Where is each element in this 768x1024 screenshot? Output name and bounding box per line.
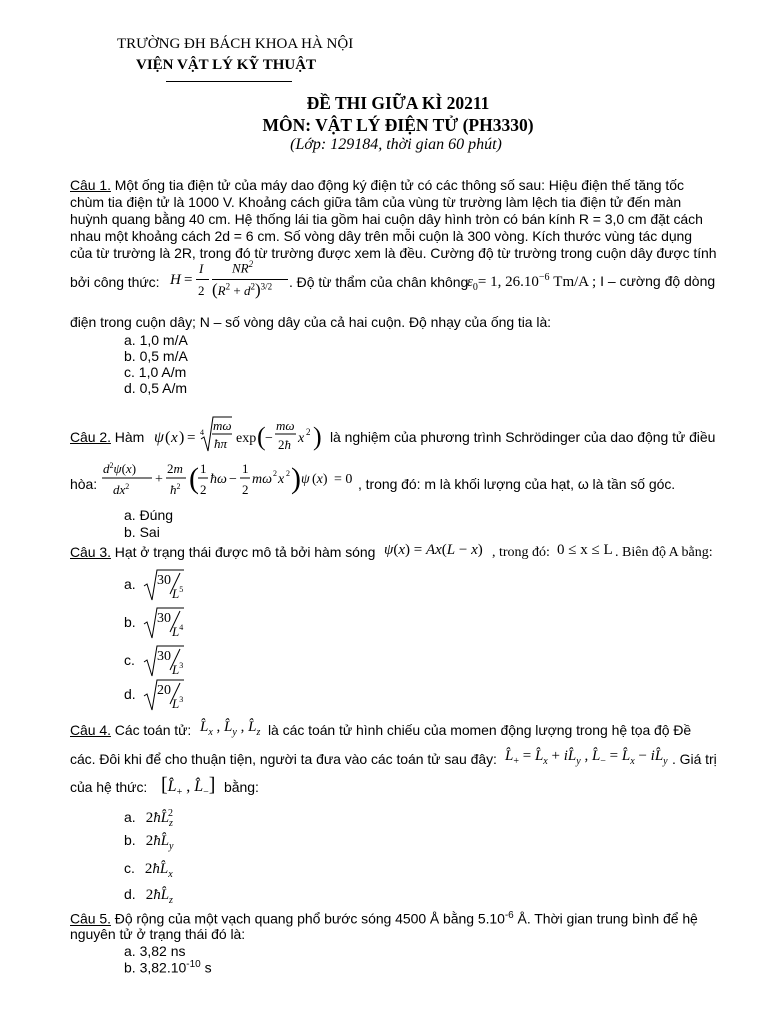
q1-line-1: Câu 1. Một ống tia điện tử của máy dao động ký điện tử có các thông số sau: Hiệu điện thế tăng tốc	[70, 177, 684, 193]
q3-option-numerator: 30	[157, 649, 171, 664]
svg-text:(: (	[189, 462, 199, 495]
q1-option-a: a. 1,0 m/A	[124, 332, 188, 348]
q3-trong-do: , trong đó:	[492, 545, 550, 560]
q4-line-3: của hệ thức:	[70, 779, 148, 795]
exam-info: (Lớp: 129184, thời gian 60 phút)	[290, 136, 502, 153]
q4-option-d: d. $2ħL̂_z$	[124, 886, 173, 906]
svg-text:2m: 2m	[167, 461, 183, 476]
svg-text:2: 2	[273, 469, 277, 478]
svg-text:4: 4	[200, 428, 204, 437]
q3-option-numerator: 30	[157, 573, 171, 588]
svg-text:−: −	[229, 472, 237, 487]
svg-text:): )	[313, 422, 322, 451]
svg-text:1: 1	[242, 461, 249, 476]
q4-line-2-tail: . Giá trị	[672, 751, 717, 767]
q1-last-line: điện trong cuộn dây; N – số vòng dây của cả hai cuộn. Độ nhạy của ống tia là:	[70, 314, 552, 330]
q2-line-1-tail: là nghiệm của phương trình Schrödinger của dao động tử điều	[330, 429, 716, 445]
q4-line-2: các. Đôi khi để cho thuận tiện, người ta đưa vào các toán tử sau đây:	[70, 751, 497, 767]
svg-text:2: 2	[242, 482, 249, 497]
q4-line-1: Câu 4. Các toán tử:	[70, 722, 192, 738]
svg-text:1: 1	[200, 461, 207, 476]
q5-label: Câu 5.	[70, 910, 111, 927]
svg-text:2: 2	[286, 469, 290, 478]
q4-operators-xyz: $L̂_x$ , $L̂_y$ , $L̂_z$	[200, 719, 261, 738]
university-name: TRƯỜNG ĐH BÁCH KHOA HÀ NỘI	[117, 36, 354, 52]
svg-text:ħπ: ħπ	[214, 436, 228, 451]
q5-option-b: b. $3,82.10^{-10}$ s	[124, 959, 212, 976]
svg-text:2ħ: 2ħ	[278, 437, 291, 452]
q4-line-1-tail: là các toán tử hình chiếu của momen động lượng trong hệ tọa độ Đề	[268, 722, 692, 738]
header-divider	[166, 81, 292, 82]
svg-text:x: x	[298, 431, 305, 446]
svg-text:): )	[291, 462, 301, 495]
wavefunction-formula: ψ(x) = Ax(L − x)	[384, 542, 483, 558]
psi-formula	[150, 413, 330, 457]
q2-label: Câu 2.	[70, 429, 111, 445]
q1-formula-mid: . Độ từ thẩm của chân không	[289, 274, 469, 290]
svg-text:2: 2	[200, 482, 207, 497]
exam-title: ĐỀ THI GIỮA KÌ 20211	[306, 93, 490, 113]
q1-label: Câu 1.	[70, 177, 111, 193]
svg-text:x: x	[278, 472, 285, 487]
svg-text:ħ2: $ħ^2$	[170, 482, 181, 497]
q5-option-a: a. 3,82 ns	[124, 943, 186, 959]
svg-text:L4: $L^4$	[172, 623, 184, 639]
q3-tail: . Biên độ A bằng:	[615, 545, 713, 560]
svg-text:+: +	[155, 472, 163, 487]
q4-label: Câu 4.	[70, 722, 111, 738]
q3-option-exponent: 3	[179, 695, 184, 704]
svg-text:(: (	[165, 429, 171, 446]
q3-option-exponent: 5	[179, 585, 184, 594]
q3-option-a-letter: a.	[124, 576, 136, 592]
schrodinger-equation	[101, 456, 361, 506]
q1-formula-prefix: bởi công thức:	[70, 274, 160, 290]
q4-commutator: [$L̂_+$ , $L̂_-$]	[161, 774, 216, 799]
svg-text:L3: $L^3$	[172, 695, 184, 711]
q1-line-3: huỳnh quang bằng 40 cm. Hệ thống lái tia gồm hai cuộn dây hình tròn có bán kính R = 3,0 cm đặt cách	[70, 211, 703, 227]
svg-text:mω: mω	[252, 472, 272, 487]
svg-text:x: x	[171, 430, 178, 446]
svg-text:(: (	[257, 422, 266, 451]
q4-option-b: b. $2ħL̂_y$	[124, 832, 174, 852]
q2-hoa: hòa:	[70, 476, 98, 492]
svg-text:−: −	[265, 431, 273, 446]
svg-text:): )	[179, 429, 185, 446]
h-formula: H = I 2 $NR^2$ $(R^2 + d^2)^{3/2}$	[170, 259, 288, 303]
q3-condition: 0 ≤ x ≤ L	[557, 542, 613, 558]
q1-option-d: d. 0,5 A/m	[124, 380, 188, 396]
q5-line-2: nguyên tử ở trạng thái đó là:	[70, 926, 246, 942]
q1-line-4: nhau một khoảng cách 2d = 6 cm. Số vòng dây trên mỗi cuộn là 300 vòng. Kích thước vùng tác dụng	[70, 228, 693, 244]
q4-line-3-tail: bằng:	[224, 779, 259, 795]
q2-option-a: a. Đúng	[124, 507, 174, 523]
svg-text:2: 2	[306, 427, 311, 437]
q1-option-b: b. 0,5 m/A	[124, 348, 188, 364]
epsilon-formula: $\varepsilon_0= 1$, $26.10^{-6}$ Tm/A ; I – cường độ dòng	[467, 272, 716, 293]
q3-option-b-letter: b.	[124, 614, 136, 630]
q4-option-c: c. $2ħL̂_x$	[124, 860, 173, 880]
q4-option-a: a. $2ħL̂_z^2$	[124, 808, 173, 829]
q2-line-2-tail: , trong đó: m là khối lượng của hạt, ω là tần số góc.	[358, 476, 676, 492]
svg-text:mω: mω	[276, 418, 295, 433]
q3-option-numerator: 20	[157, 683, 171, 698]
svg-text:L3: $L^3$	[172, 661, 184, 677]
q3-label: Câu 3.	[70, 544, 111, 560]
q3-line: Câu 3. Hạt ở trạng thái được mô tả bởi hàm sóng	[70, 544, 376, 560]
q2-line-1: Câu 2. Hàm	[70, 429, 145, 445]
q4-ladder-operators: $L̂_+$ = $L̂_x$ + $iL̂_y$ , $L̂_-$ = $L̂_x$ − $iL̂_y$	[505, 748, 668, 767]
svg-text:ψ: ψ	[154, 429, 164, 446]
q1-line-2: chùm tia điện tử là 1000 V. Khoảng cách giữa tâm của vùng từ trường làm lệch tia điện tử đến màn	[70, 194, 682, 210]
svg-text:d2ψ(x): $d^2\psi(x)$	[103, 461, 137, 476]
q1-line-5: của từ trường là 2R, trong đó từ trường được xem là đều. Cường độ từ trường trong cuộn dây được tính	[70, 245, 717, 261]
q3-option-d-letter: d.	[124, 686, 136, 702]
q3-option-numerator: 30	[157, 611, 171, 626]
q3-option-c-letter: c.	[124, 652, 135, 668]
exam-subject: MÔN: VẬT LÝ ĐIỆN TỬ (PH3330)	[262, 115, 534, 135]
svg-text:= 0: = 0	[334, 472, 353, 487]
svg-text:=: =	[187, 430, 196, 446]
q3-option-exponent: 3	[179, 661, 184, 670]
q2-option-b: b. Sai	[124, 524, 160, 540]
svg-text:dx2: $dx^2$	[113, 482, 130, 497]
svg-text:exp: exp	[236, 431, 257, 446]
svg-text:(x): (x)	[312, 472, 328, 487]
institute-name: VIỆN VẬT LÝ KỸ THUẬT	[136, 57, 317, 73]
q1-option-c: c. 1,0 A/m	[124, 364, 187, 380]
q3-option-exponent: 4	[179, 623, 184, 632]
svg-text:mω: mω	[213, 418, 232, 433]
q5-line-1: Câu 5. Độ rộng của một vạch quang phổ bước sóng 4500 Å bằng $5.10^{-6}$ Å. Thời gian trung bình để hệ	[70, 910, 698, 927]
q3-radicals	[142, 568, 192, 718]
svg-text:L5: $L^5$	[172, 585, 184, 601]
svg-text:ψ: ψ	[301, 472, 310, 487]
svg-text:ħω: ħω	[210, 472, 227, 487]
